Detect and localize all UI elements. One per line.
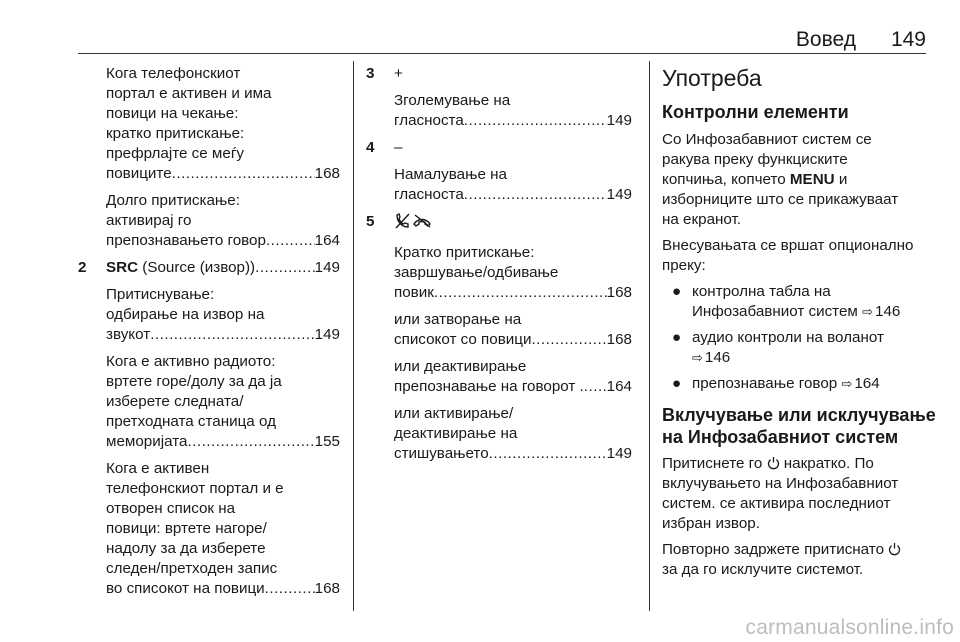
text-line: деактивирање на [394, 425, 518, 442]
leader-dots [464, 185, 607, 205]
text-block [394, 310, 632, 350]
page-number: 149 [890, 28, 926, 51]
subsection-heading [662, 404, 936, 448]
power-icon [767, 456, 780, 470]
text-line [662, 540, 928, 560]
leader-dots [266, 231, 315, 251]
toc-line [106, 579, 340, 599]
text-line: изборниците што се прикажуваат [662, 191, 899, 208]
list-item [662, 374, 928, 394]
text-run: препознавање говор [692, 375, 838, 392]
text-block [106, 191, 340, 251]
toc-line [394, 444, 632, 464]
minus-icon: – [394, 139, 403, 156]
leader-dots [434, 283, 607, 303]
text-line [662, 170, 928, 190]
text-block [394, 212, 632, 236]
text-line: повици: вртете нагоре/ [106, 520, 267, 537]
text-block [106, 258, 340, 278]
text-run: Инфозабавниот систем [692, 303, 858, 320]
text-run: накратко. По [779, 455, 874, 472]
entry-number: 3 [366, 65, 375, 82]
paragraph [662, 540, 928, 580]
text-line: преку: [662, 257, 706, 274]
text-line: отворен список на [106, 500, 236, 517]
menu-key-label: MENU [789, 171, 835, 188]
text-line: портал е активен и има [106, 85, 272, 102]
page-ref[interactable]: 164 [314, 232, 340, 249]
text-run: копчиња, копчето [662, 171, 790, 188]
toc-text: во списокот на повици [106, 580, 265, 597]
text-line: избран извор. [662, 515, 760, 532]
toc-line [394, 283, 632, 303]
leader-dots [489, 444, 607, 464]
toc-text: звукот [106, 326, 151, 343]
toc-text: повик [394, 284, 434, 301]
text-line: Кратко притискање: [394, 244, 535, 261]
page-ref[interactable]: 164 [854, 375, 880, 392]
text-line: префрлајте се меѓу [106, 145, 244, 162]
text-line: телефонскиот портал и е [106, 480, 284, 497]
text-line: надолу за да изберете [106, 540, 266, 557]
text-line: Притиснување: [106, 286, 215, 303]
toc-text: стишувањето [394, 445, 489, 462]
chapter-title: Вовед [795, 28, 856, 51]
text-line: активирај го [106, 212, 192, 229]
heading-line: на Инфозабавниот систем [662, 427, 899, 447]
text-line: Намалување на [394, 166, 507, 183]
text-run: Притиснете го [662, 455, 767, 472]
power-icon [888, 542, 901, 556]
text-line: вклучувањето на Инфозабавниот [662, 475, 899, 492]
toc-text: меморијата [106, 433, 188, 450]
text-line: на екранот. [662, 211, 742, 228]
paragraph [662, 236, 928, 276]
text-line: кратко притискање: [106, 125, 245, 142]
text-line: повици на чекање: [106, 105, 239, 122]
entry-3 [366, 64, 632, 131]
text-line [662, 454, 928, 474]
text-line: ракува преку функциските [662, 151, 848, 168]
arrow-ref-icon: ⇨ [862, 304, 873, 319]
entry-2 [78, 258, 340, 599]
column-divider-1 [353, 61, 354, 611]
toc-line [106, 258, 340, 278]
list-item [662, 328, 928, 368]
text-block [106, 352, 340, 452]
text-block [106, 285, 340, 345]
leader-dots [531, 330, 606, 350]
toc-line [106, 432, 340, 452]
paragraph [662, 130, 928, 230]
text-line: Со Инфозабавниот систем се [662, 131, 872, 148]
text-block [394, 357, 632, 397]
column-right [662, 64, 936, 586]
leader-dots [255, 258, 315, 278]
page-ref[interactable]: 168 [314, 580, 340, 597]
bullet-icon: ● [672, 283, 682, 300]
text-line: за да го исклучите системот. [662, 561, 864, 578]
text-block [394, 243, 632, 303]
src-text: (Source (извор)) [138, 259, 256, 276]
leader-dots [584, 377, 607, 397]
text-block [394, 138, 632, 158]
entry-number: 2 [78, 259, 87, 276]
toc-text: гласноста [394, 186, 464, 203]
text-line: завршување/одбивање [394, 264, 559, 281]
leader-dots [187, 432, 314, 452]
toc-text: препознавање на говорот . [394, 378, 584, 395]
page-ref[interactable]: 146 [704, 349, 731, 366]
column-left [78, 64, 340, 606]
toc-line [106, 231, 340, 251]
text-line: контролна табла на [692, 283, 831, 300]
subsection-heading: Контролни елементи [662, 102, 849, 122]
column-middle [366, 64, 632, 471]
entry-4 [366, 138, 632, 205]
page-header [78, 26, 926, 52]
text-line: или деактивирање [394, 358, 527, 375]
leader-dots [172, 164, 315, 184]
site-watermark: carmanualsonline.info [745, 616, 954, 639]
toc-text: препознавањето говор [106, 232, 266, 249]
toc-text: списокот со повици [394, 331, 532, 348]
section-heading: Употреба [662, 65, 762, 91]
toc-line [394, 377, 632, 397]
text-line: претходната станица од [106, 413, 276, 430]
phone-end-mute-icon-svg [394, 212, 434, 230]
arrow-ref-icon: ⇨ [841, 376, 853, 391]
bullet-icon: ● [672, 375, 682, 392]
text-line: Кога телефонскиот [106, 65, 241, 82]
toc-text: гласноста [394, 112, 464, 129]
text-block [394, 91, 632, 131]
text-line [692, 302, 928, 322]
plus-icon: + [394, 65, 403, 82]
text-block [394, 404, 632, 464]
toc-line [394, 111, 632, 131]
text-line: изберете следната/ [106, 393, 244, 410]
page-ref[interactable]: 155 [314, 433, 340, 450]
page-ref[interactable]: 168 [314, 165, 340, 182]
toc-line [394, 330, 632, 350]
page-ref[interactable]: 149 [606, 445, 632, 462]
text-block [394, 64, 632, 84]
text-block [106, 459, 340, 599]
toc-text [106, 258, 255, 278]
paragraph [662, 454, 928, 534]
text-line: вртете горе/долу за да ја [106, 373, 282, 390]
src-label: SRC [106, 259, 139, 276]
text-line: Долго притискање: [106, 192, 240, 209]
text-line: следен/претходен запис [106, 560, 278, 577]
arrow-ref-icon: ⇨ [692, 350, 703, 365]
toc-text: повиците [106, 165, 172, 182]
text-line: или активирање/ [394, 405, 514, 422]
page-ref[interactable]: 149 [606, 186, 632, 203]
text-line: или затворање на [394, 311, 522, 328]
text-line: Кога е активен [106, 460, 210, 477]
page-ref[interactable]: 149 [314, 326, 340, 343]
text-line: одбирање на извор на [106, 306, 265, 323]
text-line: аудио контроли на воланот [692, 329, 884, 346]
page-ref[interactable]: 168 [606, 331, 632, 348]
list-item [662, 282, 928, 322]
text-run: и [834, 171, 848, 188]
leader-dots [150, 325, 314, 345]
entry-number: 5 [366, 213, 375, 230]
leader-dots [265, 579, 315, 599]
phone-end-mute-icon [394, 212, 632, 236]
text-line [692, 374, 928, 394]
text-block [106, 64, 340, 184]
text-run: Повторно задржете притиснато [662, 541, 889, 558]
column-divider-2 [649, 61, 650, 611]
entry-1-continued [78, 64, 340, 251]
toc-line [106, 164, 340, 184]
entry-5 [366, 212, 632, 464]
toc-line [394, 185, 632, 205]
header-divider [78, 53, 926, 54]
text-line: Внесувањата се вршат опционално [662, 237, 914, 254]
page-ref[interactable]: 164 [606, 378, 632, 395]
toc-line [106, 325, 340, 345]
text-line: Кога е активно радиото: [106, 353, 276, 370]
leader-dots [464, 111, 607, 131]
text-line: систем. се активира последниот [662, 495, 891, 512]
page-ref[interactable]: 168 [606, 284, 632, 301]
text-block [394, 165, 632, 205]
entry-number: 4 [366, 139, 375, 156]
page-ref[interactable]: 149 [314, 259, 340, 276]
page-ref[interactable]: 149 [606, 112, 632, 129]
text-line: Зголемување на [394, 92, 511, 109]
heading-line: Вклучување или исклучување [662, 405, 936, 425]
text-line [692, 348, 928, 368]
page-ref[interactable]: 146 [875, 303, 901, 320]
bullet-icon: ● [672, 329, 682, 346]
